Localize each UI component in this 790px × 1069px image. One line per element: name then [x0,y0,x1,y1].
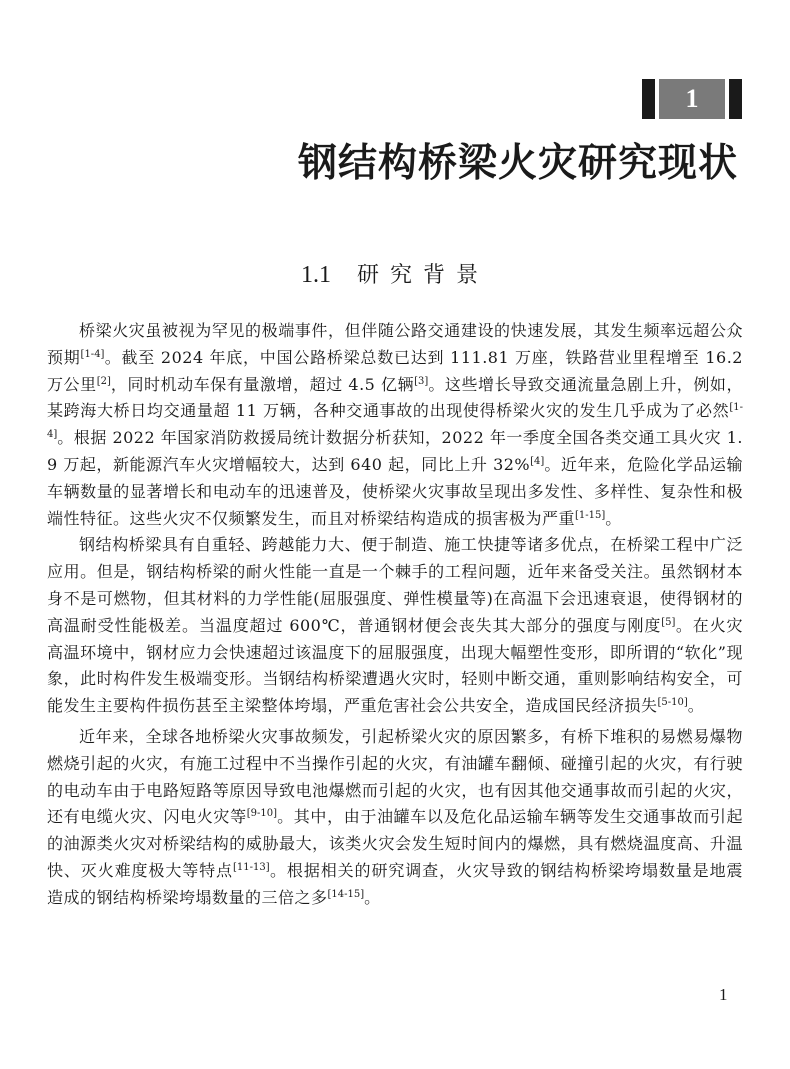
paragraph-text: ，同时机动车保有量激增，超过 4.5 亿辆 [110,374,415,394]
badge-right-bar [729,79,742,119]
citation-ref: [14-15] [327,888,365,900]
section-number: 1.1 [300,262,331,288]
citation-ref: [1-4] [47,402,743,441]
paragraph [47,724,743,912]
paragraph [47,318,743,532]
paragraph-text: 。根据 2022 年国家消防救援局统计数据分析获知，2022 年一季度全国各类交通工具火灾 1.9 万起，新能源汽车火灾增幅较大，达到 640 起，同比上升 32% [47,428,743,474]
paragraph-text: 近年来，全球各地桥梁火灾事故频发，引起桥梁火灾的原因繁多，有桥下堆积的易燃易爆物燃烧引起的火灾，有施工过程中不当操作引起的火灾，有油罐车翻倾、碰撞引起的火灾，有行驶的电动车由于电路短路等原因导致电池爆燃而引起的火灾，也有因其他交通事故而引起的火灾，还有电缆火灾、闪电火灾等 [47,726,743,827]
paragraph-text: 钢结构桥梁具有自重轻、跨越能力大、便于制造、施工快捷等诸多优点，在桥梁工程中广泛应用。但是，钢结构桥梁的耐火性能一直是一个棘手的工程问题，近年来备受关注。虽然钢材本身不是可燃物，但其材料的力学性能(屈服强度、弹性模量等)在高温下会迅速衰退，使得钢材的高温耐受性能极差。当温度超过 600℃，普通钢材便会丧失其大部分的强度与刚度 [47,535,743,635]
paragraph [47,532,743,720]
chapter-number: 1 [659,79,725,119]
paragraph-text: 。 [364,887,381,907]
citation-ref: [2] [96,375,111,387]
paragraph-text: 。 [605,508,622,528]
paragraph-text: 。其中，由于油罐车以及危化品运输车辆等发生交通事故而引起的油源类火灾对桥梁结构的威胁最大，该类火灾会发生短时间内的爆燃，具有燃烧温度高、升温快、灭火难度极大等特点 [47,807,743,880]
paragraph-text: 。近年来，危险化学品运输车辆数量的显著增长和电动车的迅速普及，使桥梁火灾事故呈现出多发性、多样性、复杂性和极端性特征。这些火灾不仅频繁发生，而且对桥梁结构造成的损害极为严重 [47,454,743,528]
paragraph-text: 。 [687,696,705,716]
citation-ref: [3] [414,375,429,387]
chapter-number-badge [642,79,742,119]
citation-ref: [5-10] [657,697,688,709]
paragraph-text: 。截至 2024 年底，中国公路桥梁总数已达到 111.81 万座，铁路营业里程增至 16.2 万公里 [47,347,743,394]
paragraph-text: 桥梁火灾虽被视为罕见的极端事件，但伴随公路交通建设的快速发展，其发生频率远超公众预期 [47,321,743,367]
paragraph-text: 。这些增长导致交通流量急剧上升，例如，某跨海大桥日均交通量超 11 万辆，各种交通事故的出现使得桥梁火灾的发生几乎成为了必然 [47,374,743,421]
section-title: 研究背景 [356,263,489,288]
citation-ref: [5] [661,616,676,628]
page-number: 1 [719,985,728,1004]
citation-ref: [1-15] [575,509,606,521]
citation-ref: [9-10] [246,808,277,820]
paragraph-text: 。在火灾高温环境中，钢材应力会快速超过该温度下的屈服强度，出现大幅塑性变形，即所谓的“软化”现象，此时构件发生极端变形。当钢结构桥梁遭遇火灾时，轻则中断交通，重则影响结构安全，可能发生主要构件损伤甚至主梁整体垮塌，严重危害社会公共安全，造成国民经济损失 [47,615,743,716]
paragraph-text: 。根据相关的研究调查，火灾导致的钢结构桥梁垮塌数量是地震造成的钢结构桥梁垮塌数量的三倍之多 [47,860,743,907]
chapter-title: 钢结构桥梁火灾研究现状 [297,140,738,186]
badge-left-bar [642,79,655,119]
section-heading [0,258,790,289]
body-text [47,318,743,912]
citation-ref: [1-4] [80,348,105,360]
citation-ref: [11-13] [232,861,270,873]
citation-ref: [4] [530,455,545,467]
